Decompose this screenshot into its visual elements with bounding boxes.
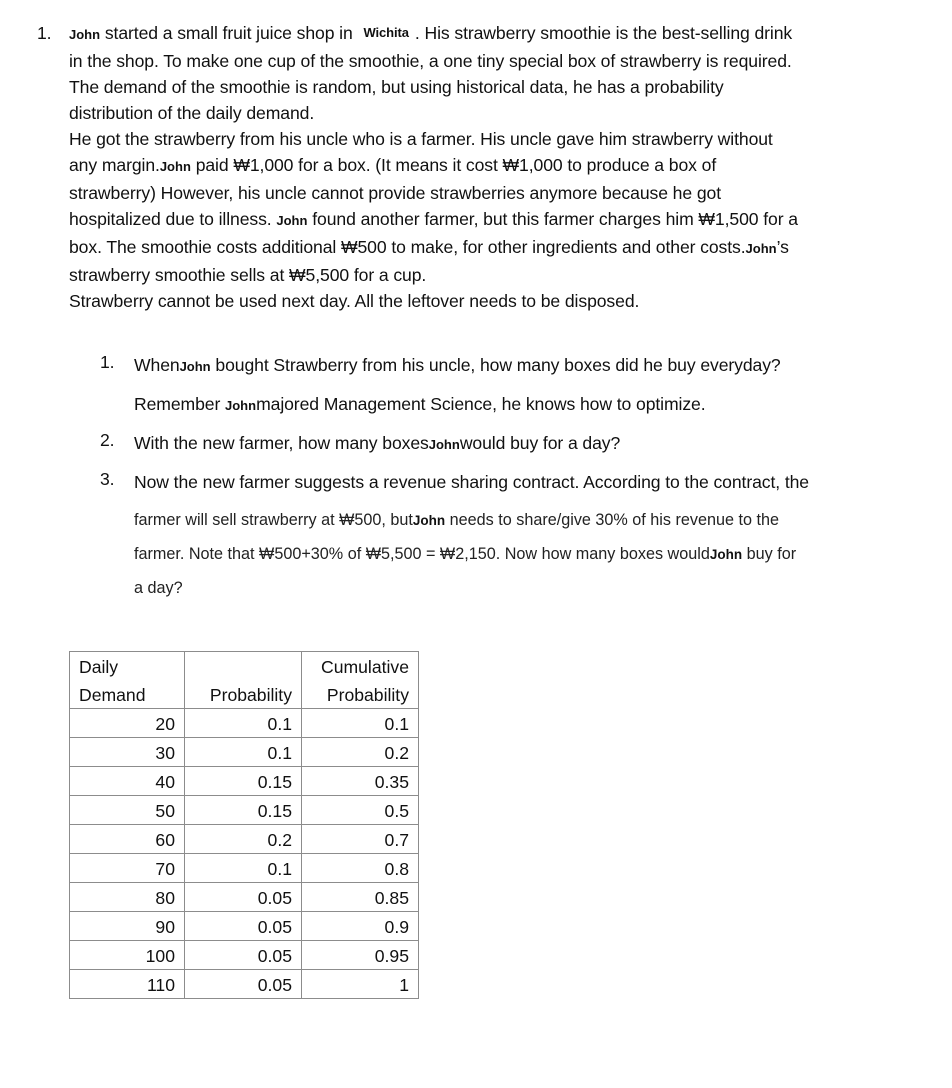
name-john: John bbox=[709, 547, 743, 562]
problem-line bbox=[69, 152, 917, 180]
table-row bbox=[70, 825, 419, 854]
probability-cell: 0.05 bbox=[185, 912, 302, 941]
problem-paragraph bbox=[69, 20, 917, 314]
cumulative-cell: 0.95 bbox=[302, 941, 419, 970]
table-row bbox=[70, 970, 419, 999]
text: majored Management Science, he knows how to optimize. bbox=[256, 394, 706, 414]
text: would buy for a day? bbox=[459, 433, 621, 453]
text: . His strawberry smoothie is the best-selling drink bbox=[414, 23, 793, 43]
probability-cell: 0.05 bbox=[185, 970, 302, 999]
question-line: Now the new farmer suggests a revenue sharing contract. According to the contract, the bbox=[134, 472, 809, 492]
name-john: John bbox=[745, 241, 777, 256]
text: Remember bbox=[134, 394, 221, 414]
table-row bbox=[70, 883, 419, 912]
demand-cell: 80 bbox=[70, 883, 185, 912]
table-header-row bbox=[70, 680, 419, 709]
probability-cell: 0.05 bbox=[185, 941, 302, 970]
demand-cell: 50 bbox=[70, 796, 185, 825]
text: started a small fruit juice shop in bbox=[104, 23, 353, 43]
text: With the new farmer, how many boxes bbox=[134, 433, 429, 453]
probability-cell: 0.15 bbox=[185, 796, 302, 825]
demand-cell: 60 bbox=[70, 825, 185, 854]
text: farmer will sell strawberry at ₩500, but bbox=[134, 511, 413, 529]
probability-cell: 0.1 bbox=[185, 738, 302, 767]
question-1 bbox=[100, 352, 920, 430]
header-cell bbox=[185, 652, 302, 681]
demand-cell: 70 bbox=[70, 854, 185, 883]
name-john: John bbox=[412, 513, 446, 528]
header-cell: Daily bbox=[70, 652, 185, 681]
name-john: John bbox=[69, 27, 101, 42]
name-john: John bbox=[276, 213, 308, 228]
city-name: Wichita bbox=[363, 25, 409, 40]
demand-cell: 90 bbox=[70, 912, 185, 941]
text: paid ₩1,000 for a box. (It means it cost ₩1,000 to produce a box of bbox=[195, 155, 717, 175]
problem-line: He got the strawberry from his uncle who is a farmer. His uncle gave him strawberry without bbox=[69, 129, 773, 149]
problem-number: 1. bbox=[37, 23, 52, 43]
probability-cell: 0.1 bbox=[185, 709, 302, 738]
table-row bbox=[70, 709, 419, 738]
text: ’s bbox=[776, 237, 789, 257]
probability-cell: 0.05 bbox=[185, 883, 302, 912]
text: buy for bbox=[746, 545, 797, 563]
problem-line bbox=[69, 20, 917, 48]
demand-cell: 30 bbox=[70, 738, 185, 767]
demand-cell: 40 bbox=[70, 767, 185, 796]
cumulative-cell: 0.35 bbox=[302, 767, 419, 796]
cumulative-cell: 0.5 bbox=[302, 796, 419, 825]
header-cell: Demand bbox=[70, 680, 185, 709]
table-row bbox=[70, 796, 419, 825]
question-2 bbox=[100, 430, 920, 469]
cumulative-cell: 0.7 bbox=[302, 825, 419, 854]
demand-cell: 20 bbox=[70, 709, 185, 738]
question-line bbox=[134, 391, 920, 430]
table-row bbox=[70, 738, 419, 767]
table-header-row bbox=[70, 652, 419, 681]
problem-statement bbox=[37, 20, 917, 314]
text: hospitalized due to illness. bbox=[69, 209, 272, 229]
cumulative-cell: 0.9 bbox=[302, 912, 419, 941]
question-number: 1. bbox=[100, 352, 115, 372]
name-john: John bbox=[428, 437, 460, 452]
text: When bbox=[134, 355, 180, 375]
probability-cell: 0.15 bbox=[185, 767, 302, 796]
problem-line: distribution of the daily demand. bbox=[69, 103, 315, 123]
problem-line: strawberry smoothie sells at ₩5,500 for a cup. bbox=[69, 265, 427, 285]
table-row bbox=[70, 912, 419, 941]
text: box. The smoothie costs additional ₩500 to make, for other ingredients and other costs. bbox=[69, 237, 746, 257]
demand-cell: 110 bbox=[70, 970, 185, 999]
question-number: 3. bbox=[100, 469, 115, 489]
table-row bbox=[70, 941, 419, 970]
demand-cell: 100 bbox=[70, 941, 185, 970]
question-line bbox=[134, 352, 920, 391]
cumulative-cell: 0.1 bbox=[302, 709, 419, 738]
name-john: John bbox=[225, 398, 257, 413]
demand-probability-table bbox=[69, 651, 419, 999]
probability-cell: 0.2 bbox=[185, 825, 302, 854]
text: found another farmer, but this farmer charges him ₩1,500 for a bbox=[312, 209, 798, 229]
cumulative-cell: 0.2 bbox=[302, 738, 419, 767]
name-john: John bbox=[159, 159, 191, 174]
problem-line: Strawberry cannot be used next day. All the leftover needs to be disposed. bbox=[69, 291, 640, 311]
problem-line bbox=[69, 206, 917, 234]
text: any margin. bbox=[69, 155, 160, 175]
question-list bbox=[100, 352, 920, 610]
question-line bbox=[134, 508, 920, 542]
cumulative-cell: 0.85 bbox=[302, 883, 419, 912]
question-line: a day? bbox=[134, 579, 183, 597]
probability-cell: 0.1 bbox=[185, 854, 302, 883]
problem-line: The demand of the smoothie is random, but using historical data, he has a probability bbox=[69, 77, 724, 97]
question-number: 2. bbox=[100, 430, 115, 450]
problem-line: in the shop. To make one cup of the smoothie, a one tiny special box of strawberry is required. bbox=[69, 51, 792, 71]
question-line bbox=[134, 542, 920, 576]
problem-line bbox=[69, 234, 917, 262]
name-john: John bbox=[179, 359, 211, 374]
text: farmer. Note that ₩500+30% of ₩5,500 = ₩2,150. Now how many boxes would bbox=[134, 545, 710, 563]
cumulative-cell: 1 bbox=[302, 970, 419, 999]
header-cell: Probability bbox=[302, 680, 419, 709]
table-row bbox=[70, 854, 419, 883]
text: needs to share/give 30% of his revenue to the bbox=[449, 511, 779, 529]
header-cell: Cumulative bbox=[302, 652, 419, 681]
table-row bbox=[70, 767, 419, 796]
text: bought Strawberry from his uncle, how many boxes did he buy everyday? bbox=[215, 355, 781, 375]
header-cell: Probability bbox=[185, 680, 302, 709]
question-line bbox=[134, 430, 920, 469]
question-3 bbox=[100, 469, 920, 610]
cumulative-cell: 0.8 bbox=[302, 854, 419, 883]
problem-line: strawberry) However, his uncle cannot provide strawberries anymore because he got bbox=[69, 183, 721, 203]
